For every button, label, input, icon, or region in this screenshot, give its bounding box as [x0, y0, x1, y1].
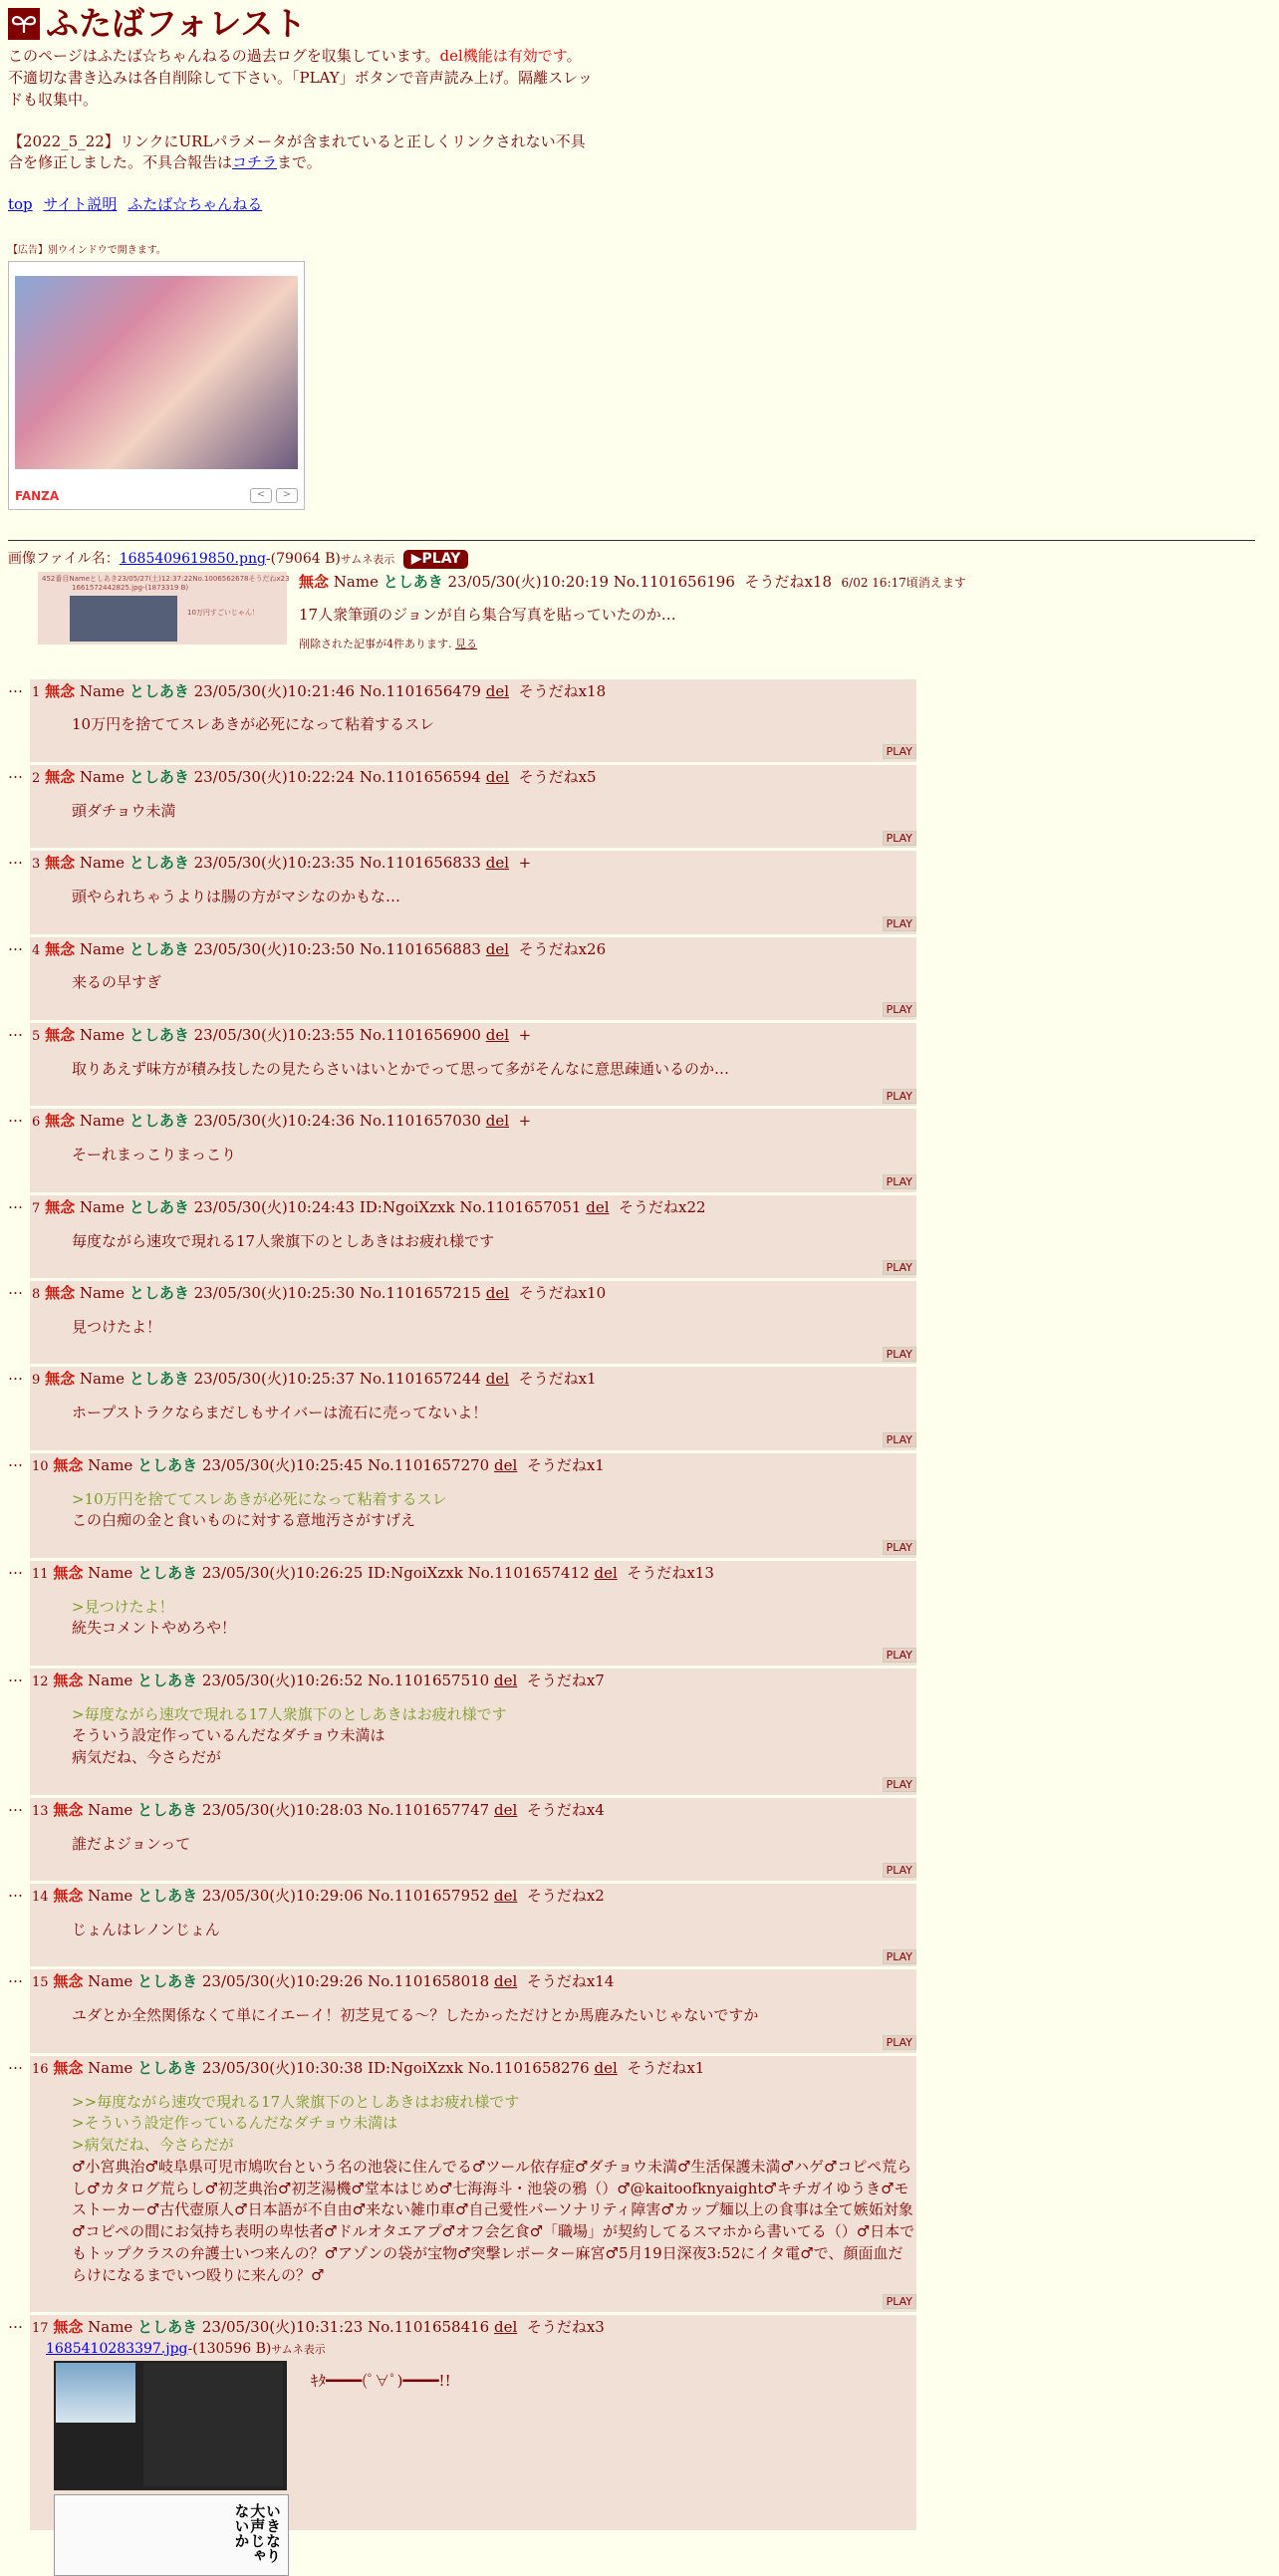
- quote-line: >10万円を捨ててスレあきが必死になって粘着するスレ: [72, 1489, 447, 1508]
- play-button[interactable]: PLAY: [883, 1949, 916, 1964]
- reply-meta: 13 無念 Name としあき 23/05/30(火)10:28:03 No.1101657747 del そうだねx4: [32, 1800, 605, 1819]
- nav-futaba-link[interactable]: ふたば☆ちゃんねる: [128, 195, 263, 214]
- reply-meta: 16 無念 Name としあき 23/05/30(火)10:30:38 ID:NgoiXzxk No.1101658276 del そうだねx1: [32, 2058, 705, 2077]
- thumb-toggle[interactable]: サムネ表示: [340, 553, 395, 567]
- sodane-button[interactable]: そうだねx1: [518, 1370, 597, 1389]
- reply-row: … 2 無念 Name としあき 23/05/30(火)10:22:24 No.1101656594 del そうだねx5 頭ダチョウ未満 PLAY: [8, 765, 1255, 848]
- del-link[interactable]: del: [485, 1112, 510, 1131]
- thread-image-link[interactable]: 1685409619850.png: [119, 551, 266, 568]
- top-nav: [8, 194, 1255, 216]
- del-link[interactable]: del: [485, 854, 510, 873]
- reply-row: … 13 無念 Name としあき 23/05/30(火)10:28:03 No.1101657747 del そうだねx4 誰だよジョンって PLAY: [8, 1798, 1255, 1881]
- comment-line: 来るの早すぎ: [72, 973, 162, 992]
- comment-line: そういう設定作っているんだなダチョウ未満は: [72, 1726, 385, 1745]
- reply-row: … 10 無念 Name としあき 23/05/30(火)10:25:45 No.1101657270 del そうだねx1 >10万円を捨ててスレあきが必死になって粘着するスレ この白痴の金と食いものに対する意地汚さがすげえ PLAY: [8, 1453, 1255, 1558]
- ad-image[interactable]: [15, 276, 298, 469]
- reply-meta: 10 無念 Name としあき 23/05/30(火)10:25:45 No.1101657270 del そうだねx1: [32, 1455, 605, 1474]
- poster-id: ID:NgoiXzxk: [368, 2058, 463, 2077]
- del-link[interactable]: del: [485, 681, 510, 700]
- reply-post-17: [30, 2315, 916, 2564]
- comment-line: 見つけたよ！: [72, 1317, 162, 1336]
- reply-comment: [32, 1219, 916, 1257]
- sodane-button[interactable]: そうだねx26: [518, 939, 607, 958]
- comment-line: 頭ダチョウ未満: [72, 801, 176, 820]
- reply-comment: [32, 960, 916, 998]
- comment-line: 毎度ながら速攻で現れる17人衆旗下のとしあきはお疲れ様です: [72, 1231, 495, 1250]
- reply-post: [30, 1109, 916, 1191]
- reply-row: … 11 無念 Name としあき 23/05/30(火)10:26:25 ID:NgoiXzxk No.1101657412 del そうだねx13 >見つけたよ！ 統失コメントやめろや！ PLAY: [8, 1561, 1255, 1666]
- reply-row: … 14 無念 Name としあき 23/05/30(火)10:29:06 No.1101657952 del そうだねx2 じょんはレノンじょん PLAY: [8, 1884, 1255, 1966]
- ad-label: 【広告】別ウインドウで開きます。: [8, 244, 166, 256]
- thumb-toggle[interactable]: サムネ表示: [271, 2342, 326, 2356]
- site-intro: [8, 46, 1255, 174]
- reply-post: [30, 765, 916, 848]
- reply-comment: [32, 789, 916, 827]
- quote-line: >>毎度ながら速攻で現れる17人衆旗下のとしあきはお疲れ様です: [72, 2092, 520, 2111]
- reply-row: … 12 無念 Name としあき 23/05/30(火)10:26:52 No.1101657510 del そうだねx7 >毎度ながら速攻で現れる17人衆旗下のとしあきはお疲れ様です そういう設定作っているんだなダチョウ未満は 病気だね、今さらだが PLAY: [8, 1669, 1255, 1795]
- sodane-button[interactable]: +: [518, 1112, 532, 1131]
- del-link[interactable]: del: [594, 1563, 618, 1582]
- reply-row: … 15 無念 Name としあき 23/05/30(火)10:29:26 No.1101658018 del そうだねx14 ユダとか全然関係なくて単にイエーイ！初芝見てる〜？したかっただけとか馬鹿みたいじゃないですか PLAY: [8, 1969, 1255, 2052]
- reply-post: [30, 1884, 916, 1966]
- reply-row: … 9 無念 Name としあき 23/05/30(火)10:25:37 No.1101657244 del そうだねx1 ホープストラクならまだしもサイバーは流石に売ってないよ！ PLAY: [8, 1367, 1255, 1449]
- reply-meta: 4 無念 Name としあき 23/05/30(火)10:23:50 No.1101656883 del そうだねx26: [32, 939, 607, 958]
- reply-row: … 1 無念 Name としあき 23/05/30(火)10:21:46 No.1101656479 del そうだねx18 10万円を捨ててスレあきが必死になって粘着するスレ PLAY: [8, 679, 1255, 762]
- reply-row: … 7 無念 Name としあき 23/05/30(火)10:24:43 ID:NgoiXzxk No.1101657051 del そうだねx22 毎度ながら速攻で現れる17人衆旗下のとしあきはお疲れ様です PLAY: [8, 1195, 1255, 1278]
- sodane-button[interactable]: そうだねx1: [526, 1455, 605, 1474]
- reply-post: [30, 937, 916, 1020]
- sodane-button[interactable]: そうだねx13: [627, 1563, 714, 1582]
- play-button[interactable]: PLAY: [883, 1432, 916, 1447]
- reply-meta: 14 無念 Name としあき 23/05/30(火)10:29:06 No.1101657952 del そうだねx2: [32, 1887, 605, 1906]
- reply-comment: [32, 1477, 916, 1537]
- comment-line: 頭やられちゃうよりは腸の方がマシなのかもな…: [72, 888, 401, 906]
- reply-meta: 12 無念 Name としあき 23/05/30(火)10:26:52 No.1101657510 del そうだねx7: [32, 1671, 605, 1689]
- reply-post: [30, 1561, 916, 1666]
- sodane-button[interactable]: そうだねx4: [526, 1800, 605, 1819]
- reply-comment: ｷﾀ━━━━(ﾟ∀ﾟ)━━━━!!: [311, 2372, 451, 2391]
- play-button[interactable]: PLAY: [883, 831, 916, 846]
- del-link[interactable]: del: [494, 1800, 518, 1819]
- play-button[interactable]: PLAY: [883, 1002, 916, 1017]
- reply-comment: [32, 1391, 916, 1428]
- reply-row: … 17 無念 Name としあき 23/05/30(火)10:31:23 No.1101658416 del そうだねx3 1685410283397.jpg-(130596 B)サムネ表示 いきなり大声じゃないか ｷﾀ━━━━(ﾟ∀ﾟ)━━━━!!: [8, 2315, 1255, 2530]
- sodane-button[interactable]: そうだねx2: [526, 1887, 605, 1906]
- play-button[interactable]: PLAY: [883, 1260, 916, 1275]
- reply-list: [8, 679, 1255, 2313]
- intro-paragraph: このページはふたば☆ちゃんねるの過去ログを収集しています。del機能は有効です。不適切な書き込みは各自削除して下さい。「PLAY」ボタンで音声読み上げ。隔離スレッドも収集中。: [8, 47, 593, 109]
- quote-line: >病気だね、今さらだが: [72, 2136, 234, 2155]
- deleted-posts-note: 削除された記事が4件あります. 見る: [299, 638, 477, 651]
- del-link[interactable]: del: [494, 1671, 518, 1689]
- op-thumbnail[interactable]: 452番目Nameとしあき23/05/27(土)12:37:22No.1006562678そうだねx23 1661572442825.jpg-(1873319 B) 10万円すごいじゃん！: [38, 572, 287, 644]
- site-header: [8, 6, 1255, 42]
- sodane-button[interactable]: +: [518, 1025, 532, 1044]
- reply-meta: 15 無念 Name としあき 23/05/30(火)10:29:26 No.1101658018 del そうだねx14: [32, 1972, 615, 1991]
- futaba-leaf-icon: [8, 8, 40, 40]
- del-link[interactable]: del: [485, 939, 510, 958]
- reply-comment: [32, 1692, 916, 1773]
- reply-post: [30, 851, 916, 933]
- sodane-button[interactable]: そうだねx3: [526, 2318, 605, 2337]
- show-deleted-link[interactable]: 見る: [455, 638, 477, 651]
- sodane-button[interactable]: そうだねx18: [518, 681, 607, 700]
- comment-line: そーれまっこりまっこり: [72, 1146, 237, 1164]
- quote-line: >そういう設定作っているんだなダチョウ未満は: [72, 2114, 398, 2133]
- reply-comment: [32, 702, 916, 740]
- ad-prev-button[interactable]: <: [250, 488, 272, 503]
- comment-line: 誰だよジョンって: [72, 1834, 191, 1853]
- sodane-button[interactable]: そうだねx1: [627, 2058, 705, 2077]
- comment-line: じょんはレノンじょん: [72, 1920, 220, 1938]
- reply-post: [30, 679, 916, 762]
- poster-id: ID:NgoiXzxk: [359, 1197, 455, 1216]
- reply-meta: 2 無念 Name としあき 23/05/30(火)10:22:24 No.1101656594 del そうだねx5: [32, 767, 597, 786]
- expire-time: 6/02 16:17頃消えます: [841, 575, 966, 590]
- reply-image-link[interactable]: 1685410283397.jpg: [46, 2340, 188, 2357]
- reply-post: [30, 1669, 916, 1795]
- reply-row: … 16 無念 Name としあき 23/05/30(火)10:30:38 ID:NgoiXzxk No.1101658276 del そうだねx1 >>毎度ながら速攻で現れる17人衆旗下のとしあきはお疲れ様です >そういう設定作っているんだなダチョウ未満は >病気だね、今さらだが ♂小宮典治♂岐阜県可児市鳩吹台という名の池袋に住んでる♂ツール依存症♂ダチョウ未満♂生活保護未満♂ハゲ♂コピペ荒らし♂カタログ荒らし♂初芝典治♂初芝湯機♂堂本はじめ♂七海海斗・池袋の鴉（）♂@kaitoofknyaight♂キチガイゆうき♂モストーカー♂古代壺原人♂日本語が不自由♂来ない雑巾車♂自己愛性パーソナリティ障害♂カップ麺以上の食事は全て嫉妬対象♂コピペの間にお気持ち表明の卑怯者♂ドルオタエアプ♂オフ会乞食♂「職場」が契約してるスマホから書いてる（）♂日本でもトップクラスの弁護士いつ来んの？♂アゾンの袋が宝物♂突撃レポーター麻宮♂5月19日深夜3:52にイタ電♂で、顔面血だらけになるまでいつ殴りに来んの？♂ PLAY: [8, 2056, 1255, 2312]
- comment-line: 統失コメントやめろや！: [72, 1619, 237, 1638]
- reply-post: [30, 1798, 916, 1881]
- reply-meta: 6 無念 Name としあき 23/05/30(火)10:24:36 No.1101657030 del +: [32, 1112, 532, 1131]
- play-button[interactable]: PLAY: [883, 1174, 916, 1189]
- play-button[interactable]: ▶PLAY: [403, 550, 469, 569]
- fanza-logo: FANZA: [15, 488, 60, 503]
- op-meta: 無念 Name としあき 23/05/30(火)10:20:19 No.1101656196 そうだねx18 6/02 16:17頃消えます: [299, 572, 966, 591]
- del-enabled-notice: del機能は有効です: [439, 47, 567, 66]
- play-button[interactable]: PLAY: [883, 1863, 916, 1878]
- del-link[interactable]: del: [485, 1025, 510, 1044]
- thread-file-info: 画像ファイル名：1685409619850.png-(79064 B)サムネ表示 ▶PLAY: [8, 549, 1255, 569]
- play-button[interactable]: PLAY: [883, 744, 916, 759]
- comment-line: 10万円を捨ててスレあきが必死になって粘着するスレ: [72, 715, 435, 734]
- op-post: [8, 572, 1255, 679]
- del-link[interactable]: del: [494, 1972, 518, 1991]
- reply-meta: 5 無念 Name としあき 23/05/30(火)10:23:55 No.1101656900 del +: [32, 1025, 532, 1044]
- del-link[interactable]: del: [586, 1197, 610, 1216]
- nav-site-info-link[interactable]: サイト説明: [43, 195, 118, 214]
- del-link[interactable]: del: [494, 1887, 518, 1906]
- reply-meta: 17 無念 Name としあき 23/05/30(火)10:31:23 No.1101658416 del そうだねx3: [32, 2318, 605, 2337]
- reply-post: [30, 1023, 916, 1106]
- reply-manga-thumbnail[interactable]: いきなり大声じゃないか: [54, 2494, 289, 2576]
- reply-meta: 3 無念 Name としあき 23/05/30(火)10:23:35 No.1101656833 del +: [32, 854, 532, 873]
- comment-line: ホープストラクならまだしもサイバーは流石に売ってないよ！: [72, 1404, 488, 1422]
- reply-meta: 1 無念 Name としあき 23/05/30(火)10:21:46 No.1101656479 del そうだねx18: [32, 681, 607, 700]
- reply-meta: 9 無念 Name としあき 23/05/30(火)10:25:37 No.1101657244 del そうだねx1: [32, 1370, 597, 1389]
- del-link[interactable]: del: [494, 2318, 518, 2337]
- play-button[interactable]: PLAY: [883, 1089, 916, 1104]
- play-button[interactable]: PLAY: [883, 2035, 916, 2050]
- sodane-button[interactable]: +: [518, 854, 532, 873]
- reply-file-info: 1685410283397.jpg-(130596 B)サムネ表示: [46, 2340, 326, 2357]
- del-link[interactable]: del: [485, 1284, 510, 1302]
- comment-line: ユダとか全然関係なくて単にイエーイ！初芝見てる〜？したかっただけとか馬鹿みたいじゃないですか: [72, 2006, 759, 2025]
- play-button[interactable]: PLAY: [883, 1777, 916, 1792]
- reply-comment: [32, 1047, 916, 1085]
- comment-line: 病気だね、今さらだが: [72, 1748, 222, 1767]
- divider: [8, 540, 1255, 541]
- poster-id: ID:NgoiXzxk: [368, 1563, 463, 1582]
- ad-banner[interactable]: [8, 261, 305, 510]
- bug-report-link[interactable]: コチラ: [232, 153, 278, 172]
- play-button[interactable]: PLAY: [883, 1648, 916, 1663]
- reply-comment: [32, 1585, 916, 1645]
- reply-row: … 3 無念 Name としあき 23/05/30(火)10:23:35 No.1101656833 del + 頭やられちゃうよりは腸の方がマシなのかもな… PLAY: [8, 851, 1255, 933]
- reply-meta: 11 無念 Name としあき 23/05/30(火)10:26:25 ID:NgoiXzxk No.1101657412 del そうだねx13: [32, 1563, 714, 1582]
- comment-line: ♂小宮典治♂岐阜県可児市鳩吹台という名の池袋に住んでる♂ツール依存症♂ダチョウ未満♂生活保護未満♂ハゲ♂コピペ荒らし♂カタログ荒らし♂初芝典治♂初芝湯機♂堂本はじめ♂七海海斗・池袋の鴉（）♂@kaitoofknyaight♂キチガイゆうき♂モストーカー♂古代壺原人♂日本語が不自由♂来ない雑巾車♂自己愛性パーソナリティ障害♂カップ麺以上の食事は全て嫉妬対象♂コピペの間にお気持ち表明の卑怯者♂ドルオタエアプ♂オフ会乞食♂「職場」が契約してるスマホから書いてる（）♂日本でもトップクラスの弁護士いつ来んの？♂アゾンの袋が宝物♂突撃レポーター麻宮♂5月19日深夜3:52にイタ電♂で、顔面血だらけになるまでいつ殴りに来んの？♂: [72, 2157, 915, 2284]
- reply-comment: [32, 1133, 916, 1170]
- reply-post: [30, 1453, 916, 1558]
- sodane-button[interactable]: そうだねx18: [744, 572, 832, 591]
- update-notice: 【2022_5_22】リンクにURLパラメータが含まれていると正しくリンクされない不具合を修正しました。不具合報告はコチラまで。: [8, 131, 586, 172]
- reply-meta: 8 無念 Name としあき 23/05/30(火)10:25:30 No.1101657215 del そうだねx10: [32, 1284, 607, 1302]
- del-link[interactable]: del: [494, 1455, 518, 1474]
- comment-line: 取りあえず味方が積み技したの見たらさいはいとかでって思って多がそんなに意思疎通いるのか…: [72, 1059, 730, 1078]
- reply-comment: [32, 1822, 916, 1860]
- reply-row: … 5 無念 Name としあき 23/05/30(火)10:23:55 No.1101656900 del + 取りあえず味方が積み技したの見たらさいはいとかでって思って多がそんなに意思疎通いるのか… PLAY: [8, 1023, 1255, 1106]
- reply-comment: [32, 1908, 916, 1945]
- nav-top-link[interactable]: top: [8, 195, 33, 214]
- del-link[interactable]: del: [485, 1370, 510, 1389]
- sodane-button[interactable]: そうだねx7: [526, 1671, 605, 1689]
- quote-line: >見つけたよ！: [72, 1597, 174, 1616]
- reply-row: … 6 無念 Name としあき 23/05/30(火)10:24:36 No.1101657030 del + そーれまっこりまっこり PLAY: [8, 1109, 1255, 1191]
- op-comment: 17人衆筆頭のジョンが自ら集合写真を貼っていたのか…: [299, 606, 676, 625]
- quote-line: >毎度ながら速攻で現れる17人衆旗下のとしあきはお疲れ様です: [72, 1704, 507, 1723]
- reply-image-thumbnail[interactable]: [54, 2361, 287, 2490]
- comment-line: この白痴の金と食いものに対する意地汚さがすげえ: [72, 1511, 416, 1530]
- reply-comment: [32, 2080, 916, 2291]
- play-button[interactable]: PLAY: [883, 2294, 916, 2309]
- reply-post: [30, 1195, 916, 1278]
- play-button[interactable]: PLAY: [883, 1540, 916, 1555]
- site-title: ふたばフォレスト: [46, 4, 307, 43]
- play-button[interactable]: PLAY: [883, 916, 916, 931]
- reply-comment: [32, 1305, 916, 1343]
- sodane-button[interactable]: そうだねx10: [518, 1284, 607, 1302]
- reply-post: [30, 2056, 916, 2312]
- reply-post: [30, 1969, 916, 2052]
- del-link[interactable]: del: [485, 767, 510, 786]
- play-button[interactable]: PLAY: [883, 1347, 916, 1362]
- reply-post: [30, 1281, 916, 1364]
- reply-post: [30, 1367, 916, 1449]
- del-link[interactable]: del: [594, 2058, 618, 2077]
- sodane-button[interactable]: そうだねx5: [518, 767, 597, 786]
- reply-row: … 8 無念 Name としあき 23/05/30(火)10:25:30 No.1101657215 del そうだねx10 見つけたよ！ PLAY: [8, 1281, 1255, 1364]
- sodane-button[interactable]: そうだねx22: [619, 1197, 706, 1216]
- reply-comment: [32, 875, 916, 912]
- reply-row: … 4 無念 Name としあき 23/05/30(火)10:23:50 No.1101656883 del そうだねx26 来るの早すぎ PLAY: [8, 937, 1255, 1020]
- reply-comment: [32, 1993, 916, 2031]
- reply-meta: 7 無念 Name としあき 23/05/30(火)10:24:43 ID:NgoiXzxk No.1101657051 del そうだねx22: [32, 1197, 706, 1216]
- ad-next-button[interactable]: >: [276, 488, 298, 503]
- sodane-button[interactable]: そうだねx14: [526, 1972, 615, 1991]
